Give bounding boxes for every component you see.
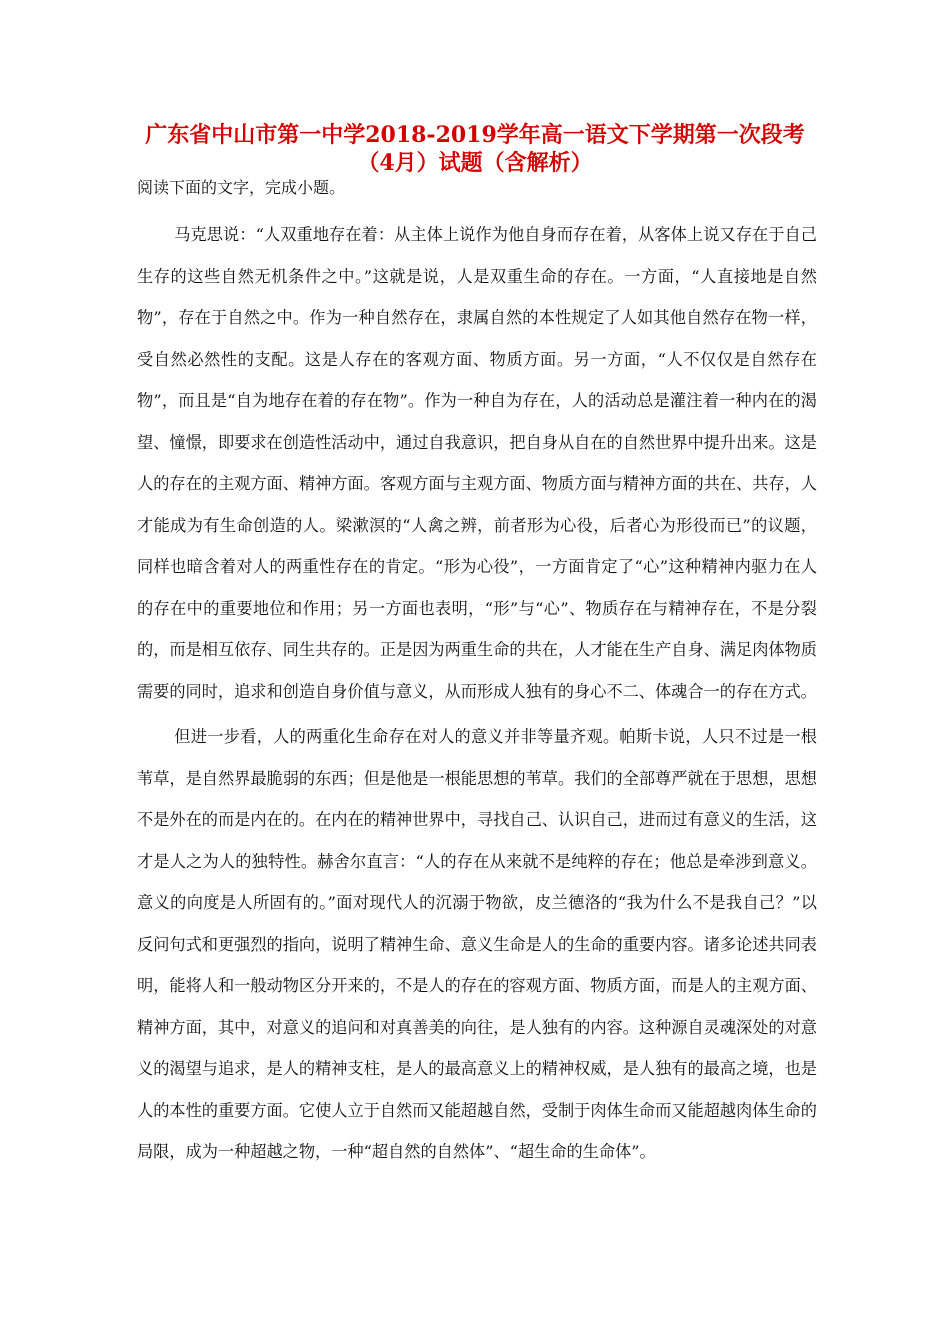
document-title-line-2: （4月）试题（含解析） — [357, 150, 593, 176]
article-body — [137, 214, 817, 1177]
article-paragraph-2: 但进一步看，人的两重化生命存在对人的意义并非等量齐观。帕斯卡说，人只不过是一根苇草，是自然界最脆弱的东西；但是他是一根能思想的苇草。我们的全部尊严就在于思想，思想不是外在的而是内在的。在内在的精神世界中，寻找自己、认识自己，进而过有意义的生活，这才是人之为人的独特性。赫舍尔直言：“人的存在从来就不是纯粹的存在；他总是牵涉到意义。意义的向度是人所固有的。”面对现代人的沉溺于物欲，皮兰德洛的“我为什么不是我自己？”以反问句式和更强烈的指向，说明了精神生命、意义生命是人的生命的重要内容。诸多论述共同表明，能将人和一般动物区分开来的，不是人的存在的容观方面、物质方面，而是人的主观方面、精神方面，其中，对意义的追问和对真善美的向往，是人独有的内容。这种源自灵魂深处的对意义的渴望与追求，是人的精神支柱，是人的最高意义上的精神权威，是人独有的最高之境，也是人的本性的重要方面。它使人立于自然而又能超越自然，受制于肉体生命而又能超越肉体生命的局限，成为一种超越之物，一种“超自然的自然体”、“超生命的生命体”。 — [137, 727, 817, 1161]
article-paragraph-1: 马克思说：“人双重地存在着：从主体上说作为他自身而存在着，从客体上说又存在于自己生存的这些自然无机条件之中。”这就是说，人是双重生命的存在。一方面，“人直接地是自然物”，存在于自然之中。作为一种自然存在，隶属自然的本性规定了人如其他自然存在物一样，受自然必然性的支配。这是人存在的客观方面、物质方面。另一方面，“人不仅仅是自然存在物”，而且是“自为地存在着的存在物”。作为一种自为存在，人的活动总是灌注着一种内在的渴望、憧憬，即要求在创造性活动中，通过自我意识，把自身从自在的自然世界中提升出来。这是人的存在的主观方面、精神方面。客观方面与主观方面、物质方面与精神方面的共在、共存，人才能成为有生命创造的人。梁漱溟的“人禽之辨，前者形为心役，后者心为形役而已”的议题，同样也暗含着对人的两重性存在的肯定。“形为心役”，一方面肯定了“心”这种精神内驱力在人的存在中的重要地位和作用；另一方面也表明，“形”与“心”、物质存在与精神存在，不是分裂的，而是相互依存、同生共存的。正是因为两重生命的共在，人才能在生产自身、满足肉体物质需要的同时，追求和创造自身价值与意义，从而形成人独有的身心不二、体魂合一的存在方式。 — [137, 225, 817, 701]
reading-instruction: 阅读下面的文字，完成小题。 — [137, 178, 346, 197]
document-title-line-1: 广东省中山市第一中学2018-2019学年高一语文下学期第一次段考 — [145, 122, 805, 148]
